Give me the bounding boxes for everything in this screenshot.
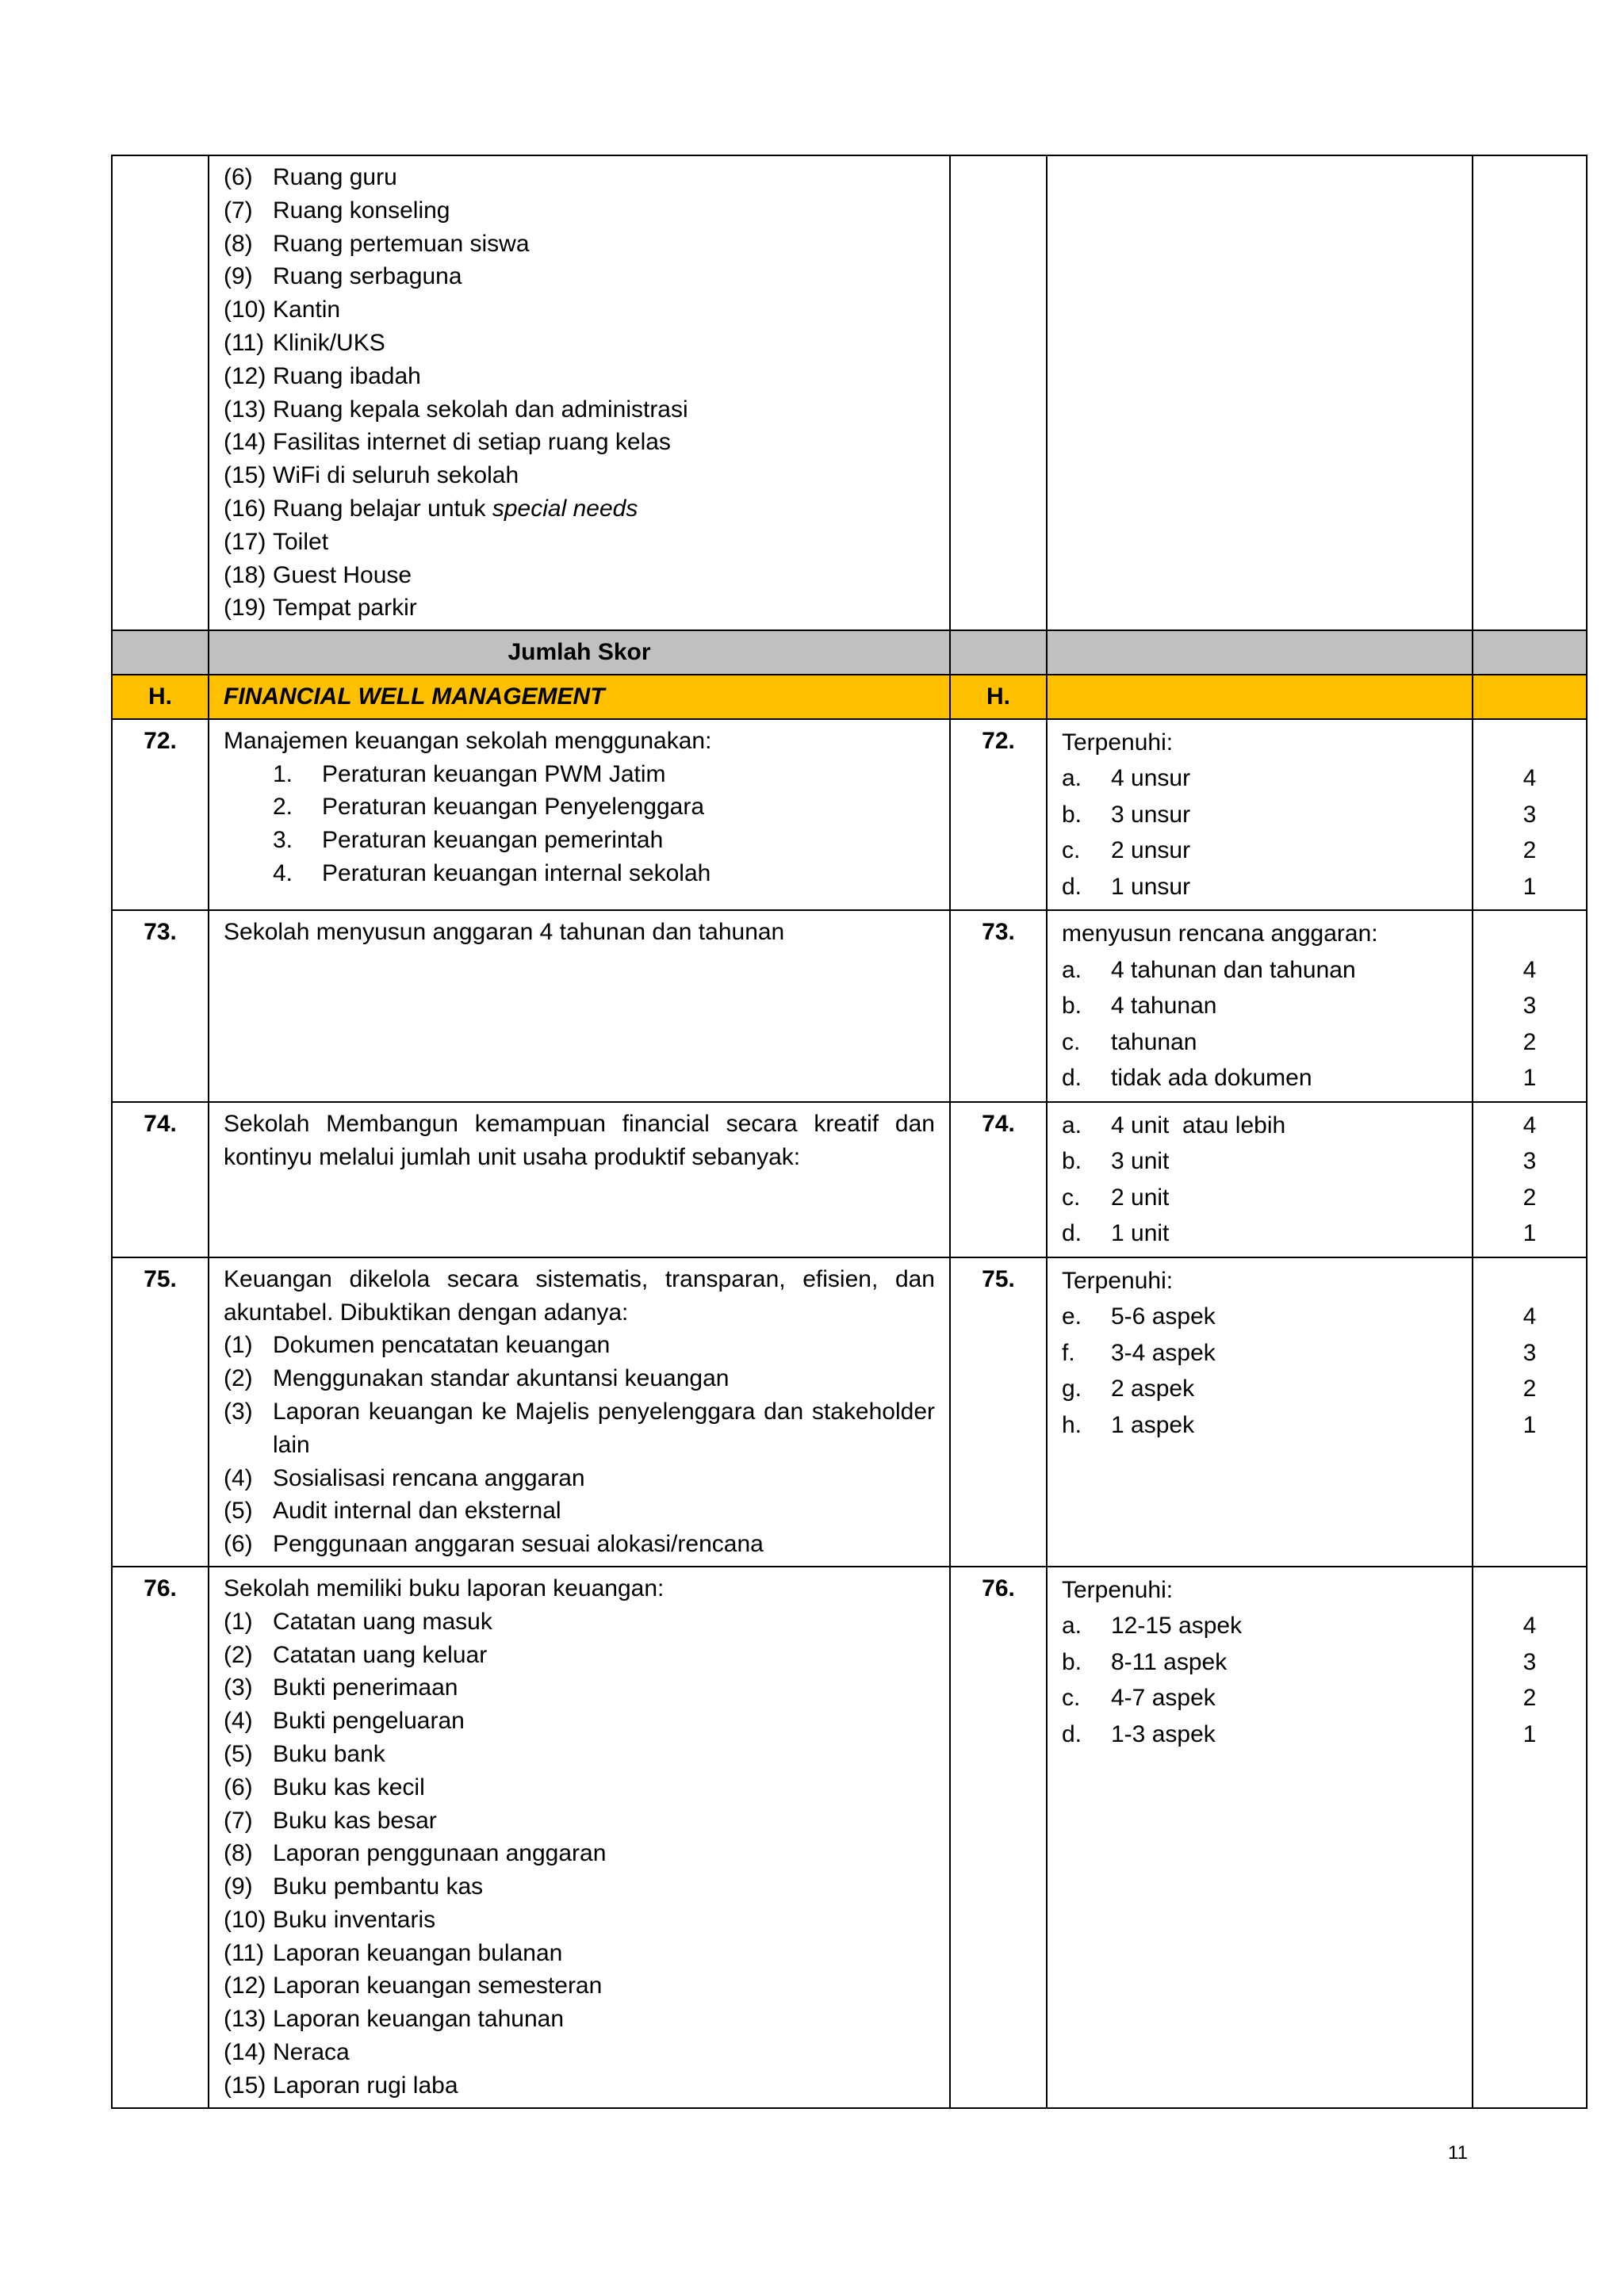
list-item: (3) Laporan keuangan ke Majelis penyelenggara dan stakeholder lain — [224, 1398, 935, 1458]
item-number-2: 74. — [950, 1102, 1047, 1257]
accreditation-table — [111, 155, 1588, 2109]
list-item: (13) Laporan keuangan tahunan — [224, 2006, 565, 2033]
list-item: (10) Kantin — [224, 297, 341, 323]
list-item: (1) Catatan uang masuk — [224, 1608, 492, 1635]
table-row — [112, 719, 1587, 911]
list-item: (6) Penggunaan anggaran sesuai alokasi/rencana — [224, 1531, 764, 1558]
item-statement: Sekolah menyusun anggaran 4 tahunan dan tahunan — [209, 910, 950, 1102]
table-row — [112, 1102, 1587, 1257]
list-item: (12) Laporan keuangan semesteran — [224, 1973, 603, 1999]
list-item: (12) Ruang ibadah — [224, 362, 421, 389]
list-item: (9) Ruang serbaguna — [224, 263, 462, 290]
list-item: (6) Ruang guru — [224, 164, 397, 190]
list-item: (10) Buku inventaris — [224, 1906, 436, 1933]
page-number: 11 — [1448, 2142, 1468, 2164]
list-item: (9) Buku pembantu kas — [224, 1873, 484, 1900]
criteria-cell: menyusun rencana anggaran: a. 4 tahunan dan tahunan b. 4 tahunan c. tahunan d. tidak ada dokumen — [1047, 910, 1473, 1102]
list-item: (4) Sosialisasi rencana anggaran — [224, 1464, 585, 1491]
list-item: (8) Laporan penggunaan anggaran — [224, 1840, 607, 1867]
item-number: 75. — [112, 1257, 209, 1567]
item-number-2: 72. — [950, 719, 1047, 911]
score-cell: 4 3 2 1 — [1473, 1567, 1587, 2108]
number-cell — [112, 155, 209, 630]
list-item: c. tahunan — [1062, 1028, 1197, 1055]
item-number-2: 73. — [950, 910, 1047, 1102]
list-item: b. 3 unsur — [1062, 801, 1191, 828]
list-item: (3) Bukti penerimaan — [224, 1674, 458, 1701]
list-item: a. 12-15 aspek — [1062, 1613, 1243, 1640]
score-cell: 4 3 2 1 — [1473, 1102, 1587, 1257]
list-item: c. 2 unit — [1062, 1184, 1170, 1211]
list-item: (5) Audit internal dan eksternal — [224, 1498, 561, 1525]
section-header-row — [112, 675, 1587, 719]
list-item: f. 3-4 aspek — [1062, 1339, 1216, 1366]
score-cell: 4 3 2 1 — [1473, 719, 1587, 911]
criteria-cell: Terpenuhi: e. 5-6 aspek f. 3-4 aspek g. 2 aspek h. 1 aspek — [1047, 1257, 1473, 1567]
list-item: d. 1 unsur — [1062, 873, 1191, 900]
list-item: a. 4 unit atau lebih — [1062, 1112, 1286, 1138]
item-number: 76. — [112, 1567, 209, 2108]
list-item: b. 3 unit — [1062, 1148, 1170, 1175]
list-item: 4. Peraturan keuangan internal sekolah — [273, 859, 711, 886]
score-cell: 4 3 2 1 — [1473, 1257, 1587, 1567]
score-total-label: Jumlah Skor — [209, 630, 950, 675]
list-item: b. 8-11 aspek — [1062, 1648, 1228, 1675]
list-item: a. 4 unsur — [1062, 765, 1191, 792]
list-item: (11) Klinik/UKS — [224, 329, 385, 356]
list-item: e. 5-6 aspek — [1062, 1303, 1216, 1330]
list-item: 3. Peraturan keuangan pemerintah — [273, 827, 664, 854]
list-item: h. 1 aspek — [1062, 1411, 1195, 1438]
item-number-2: 76. — [950, 1567, 1047, 2108]
table-row — [112, 1567, 1587, 2108]
list-item: (4) Bukti pengeluaran — [224, 1708, 465, 1735]
list-item: (5) Buku bank — [224, 1740, 385, 1767]
item-number: 73. — [112, 910, 209, 1102]
criteria-cell — [1047, 1102, 1473, 1257]
list-item: c. 2 unsur — [1062, 837, 1191, 864]
table-row — [112, 1257, 1587, 1567]
item-statement: Manajemen keuangan sekolah menggunakan: 1. Peraturan keuangan PWM Jatim 2. Peraturan keuangan Penyelenggara 3. Peraturan keuangan pemerintah 4. Peraturan keuangan internal sekolah — [209, 719, 950, 911]
list-item: c. 4-7 aspek — [1062, 1685, 1216, 1712]
section-code-2: H. — [950, 675, 1047, 719]
list-item: b. 4 tahunan — [1062, 993, 1217, 1020]
criteria-cell: Terpenuhi: a. 12-15 aspek b. 8-11 aspek c. 4-7 aspek d. 1-3 aspek — [1047, 1567, 1473, 2108]
list-item: (18) Guest House — [224, 561, 412, 588]
list-item: (11) Laporan keuangan bulanan — [224, 1939, 563, 1966]
list-item: (6) Buku kas kecil — [224, 1774, 425, 1800]
item-statement: Sekolah memiliki buku laporan keuangan: (1) Catatan uang masuk (2) Catatan uang keluar (3) Bukti penerimaan (4) Bukti pengeluaran (5) Buku bank (6) Buku kas kecil (7) Buku kas besar (8) Laporan penggunaan anggaran (9) Buku pembantu kas (10) Buku inventaris (11) Laporan keuangan bulanan (12) Laporan keuangan semesteran (13) Laporan keuangan tahunan (14) Neraca (15) Laporan rugi laba — [209, 1567, 950, 2108]
table-row — [112, 910, 1587, 1102]
list-item: (7) Ruang konseling — [224, 197, 450, 224]
item-number: 74. — [112, 1102, 209, 1257]
list-item: (2) Menggunakan standar akuntansi keuangan — [224, 1365, 730, 1392]
score-total-row — [112, 630, 1587, 675]
section-code: H. — [112, 675, 209, 719]
item-statement: Sekolah Membangun kemampuan financial secara kreatif dan kontinyu melalui jumlah unit usaha produktif sebanyak: — [209, 1102, 950, 1257]
list-item: (2) Catatan uang keluar — [224, 1641, 488, 1668]
list-item: (15) WiFi di seluruh sekolah — [224, 462, 519, 489]
list-item: (16) Ruang belajar untuk special needs — [224, 495, 638, 522]
facility-list — [209, 155, 950, 630]
list-item: (17) Toilet — [224, 528, 329, 555]
table-row — [112, 155, 1587, 630]
section-title: FINANCIAL WELL MANAGEMENT — [209, 675, 950, 719]
list-item: d. tidak ada dokumen — [1062, 1065, 1312, 1092]
item-number: 72. — [112, 719, 209, 911]
list-item: (14) Fasilitas internet di setiap ruang kelas — [224, 429, 671, 456]
criteria-cell: Terpenuhi: a. 4 unsur b. 3 unsur c. 2 unsur d. 1 unsur — [1047, 719, 1473, 911]
item-statement: Keuangan dikelola secara sistematis, transparan, efisien, dan akuntabel. Dibuktikan dengan adanya: (1) Dokumen pencatatan keuangan (2) Menggunakan standar akuntansi keuangan (3) Laporan keuangan ke Majelis penyelenggara dan stakeholder lain (4) Sosialisasi rencana anggaran (5) Audit internal dan eksternal (6) Penggunaan anggaran sesuai alokasi/rencana — [209, 1257, 950, 1567]
list-item: (13) Ruang kepala sekolah dan administrasi — [224, 396, 688, 423]
list-item: a. 4 tahunan dan tahunan — [1062, 956, 1356, 983]
list-item: d. 1-3 aspek — [1062, 1720, 1216, 1747]
list-item: 2. Peraturan keuangan Penyelenggara — [273, 794, 705, 821]
list-item: (19) Tempat parkir — [224, 595, 417, 622]
list-item: (8) Ruang pertemuan siswa — [224, 230, 530, 257]
list-item: (7) Buku kas besar — [224, 1807, 437, 1834]
list-item: (1) Dokumen pencatatan keuangan — [224, 1332, 611, 1359]
list-item: (14) Neraca — [224, 2039, 350, 2066]
list-item: (15) Laporan rugi laba — [224, 2072, 458, 2099]
score-cell: 4 3 2 1 — [1473, 910, 1587, 1102]
list-item: g. 2 aspek — [1062, 1376, 1195, 1402]
list-item: d. 1 unit — [1062, 1220, 1170, 1247]
item-number-2: 75. — [950, 1257, 1047, 1567]
list-item: 1. Peraturan keuangan PWM Jatim — [273, 760, 666, 787]
